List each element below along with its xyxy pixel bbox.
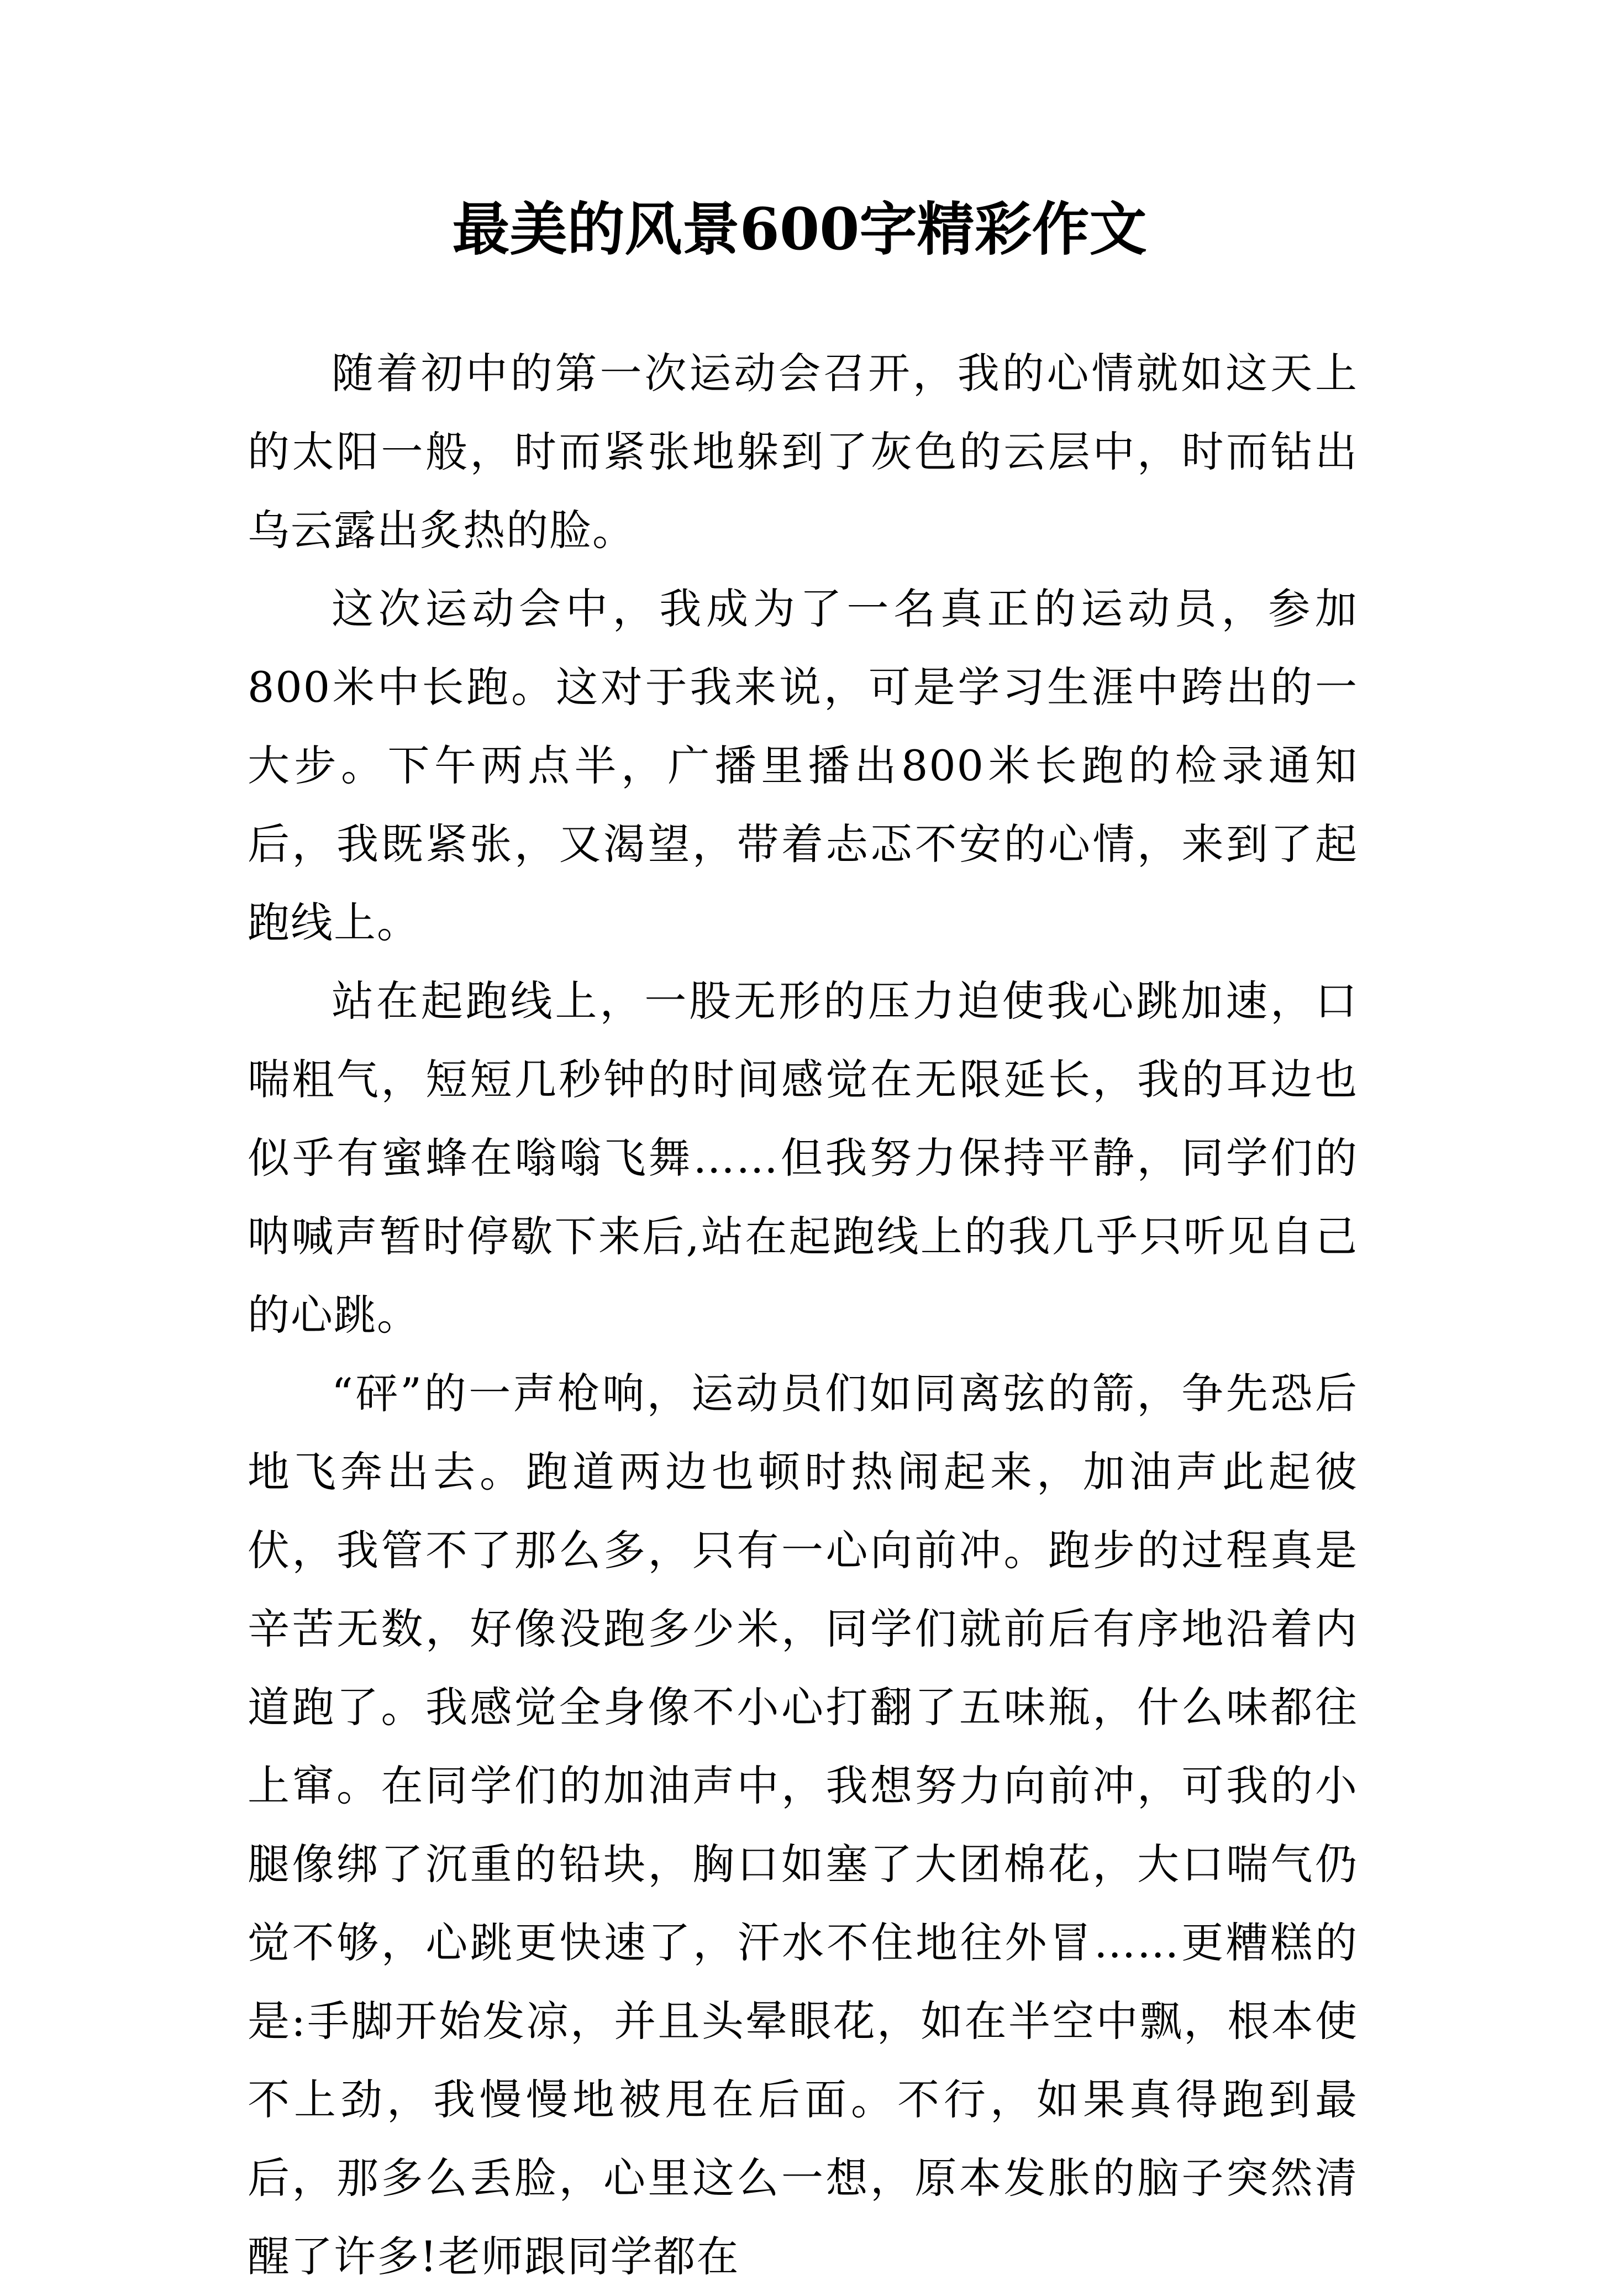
paragraph-4: “砰”的一声枪响，运动员们如同离弦的箭，争先恐后地飞奔出去。跑道两边也顿时热闹起来，加油声此起彼伏，我管不了那么多，只有一心向前冲。跑步的过程真是辛苦无数，好像没跑多少米，同学们就前后有序地沿着内道跑了。我感觉全身像不小心打翻了五味瓶，什么味都往上窜。在同学们的加油声中，我想努力向前冲，可我的小腿像绑了沉重的铅块，胸口如塞了大团棉花，大口喘气仍觉不够，心跳更快速了，汗水不住地往外冒……更糟糕的是:手脚开始发凉，并且头晕眼花，如在半空中飘，根本使不上劲，我慢慢地被甩在后面。不行，如果真得跑到最后，那多么丢脸，心里这么一想，原本发胀的脑子突然清醒了许多!老师跟同学都在 xyxy=(248,1369,1358,2281)
paragraph-2: 这次运动会中，我成为了一名真正的运动员，参加800米中长跑。这对于我来说，可是学习生涯中跨出的一大步。下午两点半，广播里播出800米长跑的检录通知后，我既紧张，又渴望，带着忐忑不安的心情，来到了起跑线上。 xyxy=(248,584,1358,947)
document-body xyxy=(248,334,1358,2296)
paragraph-1: 随着初中的第一次运动会召开，我的心情就如这天上的太阳一般，时而紧张地躲到了灰色的云层中，时而钻出乌云露出炙热的脸。 xyxy=(248,349,1358,555)
document-title: 最美的风景600字精彩作文 xyxy=(452,195,1147,263)
paragraph-3: 站在起跑线上，一股无形的压力迫使我心跳加速，口喘粗气，短短几秒钟的时间感觉在无限延长，我的耳边也似乎有蜜蜂在嗡嗡飞舞……但我努力保持平静，同学们的呐喊声暂时停歇下来后,站在起跑线上的我几乎只听见自己的心跳。 xyxy=(248,976,1358,1339)
